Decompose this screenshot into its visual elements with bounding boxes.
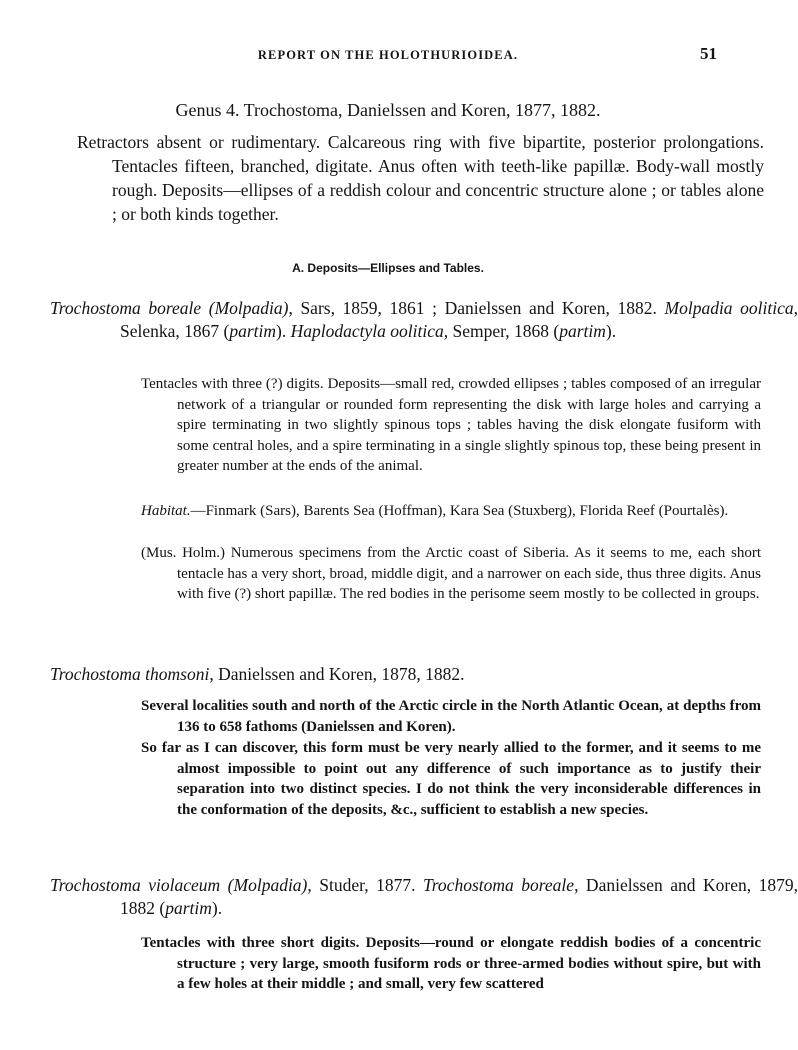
species-heading-thomsoni [50, 663, 798, 686]
synonym-note: partim [165, 898, 212, 918]
synonym-authority: , Danielssen and Koren, 1879, 1882 ( [120, 875, 798, 918]
synonym-authority: , Selenka, 1867 ( [120, 298, 798, 341]
species-name: Trochostoma thomsoni [50, 664, 210, 684]
species-authority: , Studer, 1877. [307, 875, 423, 895]
synonym-note: partim [559, 321, 606, 341]
species-heading-boreale [50, 297, 798, 343]
synonym-name: Molpadia oolitica [664, 298, 794, 318]
genus-heading: Genus 4. Trochostoma, Danielssen and Koren, 1877, 1882. [175, 100, 601, 120]
species-description: Tentacles with three short digits. Deposits—round or elongate reddish bodies of a concentric structure ; very large, smooth fusiform rods or three-armed bodies without spire, but with a few holes at their middle ; and small, very few scattered [141, 935, 761, 992]
synonym-name: Trochostoma boreale [423, 875, 575, 895]
habitat-label: Habitat. [141, 503, 191, 519]
page-number: 51 [700, 44, 717, 63]
running-head-title: REPORT ON THE HOLOTHURIOIDEA. [257, 48, 519, 62]
original-genus: (Molpadia) [208, 298, 289, 318]
species-name: Trochostoma boreale [50, 298, 202, 318]
original-genus: (Molpadia) [227, 875, 308, 895]
synonym-end: ). [211, 898, 223, 918]
section-heading: A. Deposits—Ellipses and Tables. [292, 261, 484, 275]
species-localities: Several localities south and north of the Arctic circle in the North Atlantic Ocean, at depths from 136 to 658 fathoms (Danielssen and Koren). [141, 698, 761, 735]
synonym-name: Haplodactyla oolitica [290, 321, 444, 341]
species-authority: , Sars, 1859, 1861 ; Danielssen and Koren, 1882. [288, 298, 665, 318]
species-remarks: (Mus. Holm.) Numerous specimens from the Arctic coast of Siberia. As it seems to me, each short tentacle has a very short, broad, middle digit, and a narrower on each side, thus three digits. Anus with five (?) short papillæ. The red bodies in the perisome seem mostly to be collected in groups. [141, 545, 762, 602]
synonym-end: ). [605, 321, 617, 341]
species-name: Trochostoma violaceum [50, 875, 221, 895]
species-description: Tentacles with three (?) digits. Deposits—small red, crowded ellipses ; tables composed of an irregular network of a triangular or rounded form representing the disk with large holes and carrying a spire terminating in two slightly spinous tops ; tables having the disk elongate fusiform with some central holes, and a spire terminating in a single slightly spinous top, these being present in greater number at the ends of the animal. [141, 376, 761, 474]
species-heading-violaceum [50, 874, 798, 920]
species-habitat [141, 501, 761, 522]
synonym-end: ). [276, 321, 291, 341]
genus-diagnosis: Retractors absent or rudimentary. Calcareous ring with five bipartite, posterior prolongations. Tentacles fifteen, branched, digitate. Anus often with teeth-like papillæ. Body-wall mostly rough. Deposits—ellipses of a reddish colour and concentric structure alone ; or tables alone ; or both kinds together. [77, 132, 764, 224]
running-head [0, 44, 776, 68]
synonym-note: partim [229, 321, 277, 341]
species-authority: , Danielssen and Koren, 1878, 1882. [209, 664, 465, 684]
synonym-authority: , Semper, 1868 ( [443, 321, 560, 341]
species-remarks: So far as I can discover, this form must be very nearly allied to the former, and it seems to me almost impossible to point out any difference of such importance as to justify their separation into two distinct species. I do not think the very inconsiderable differences in the conformation of the deposits, &c., sufficient to establish a new species. [141, 740, 761, 818]
habitat-text: —Finmark (Sars), Barents Sea (Hoffman), Kara Sea (Stuxberg), Florida Reef (Pourtalès). [190, 503, 729, 519]
